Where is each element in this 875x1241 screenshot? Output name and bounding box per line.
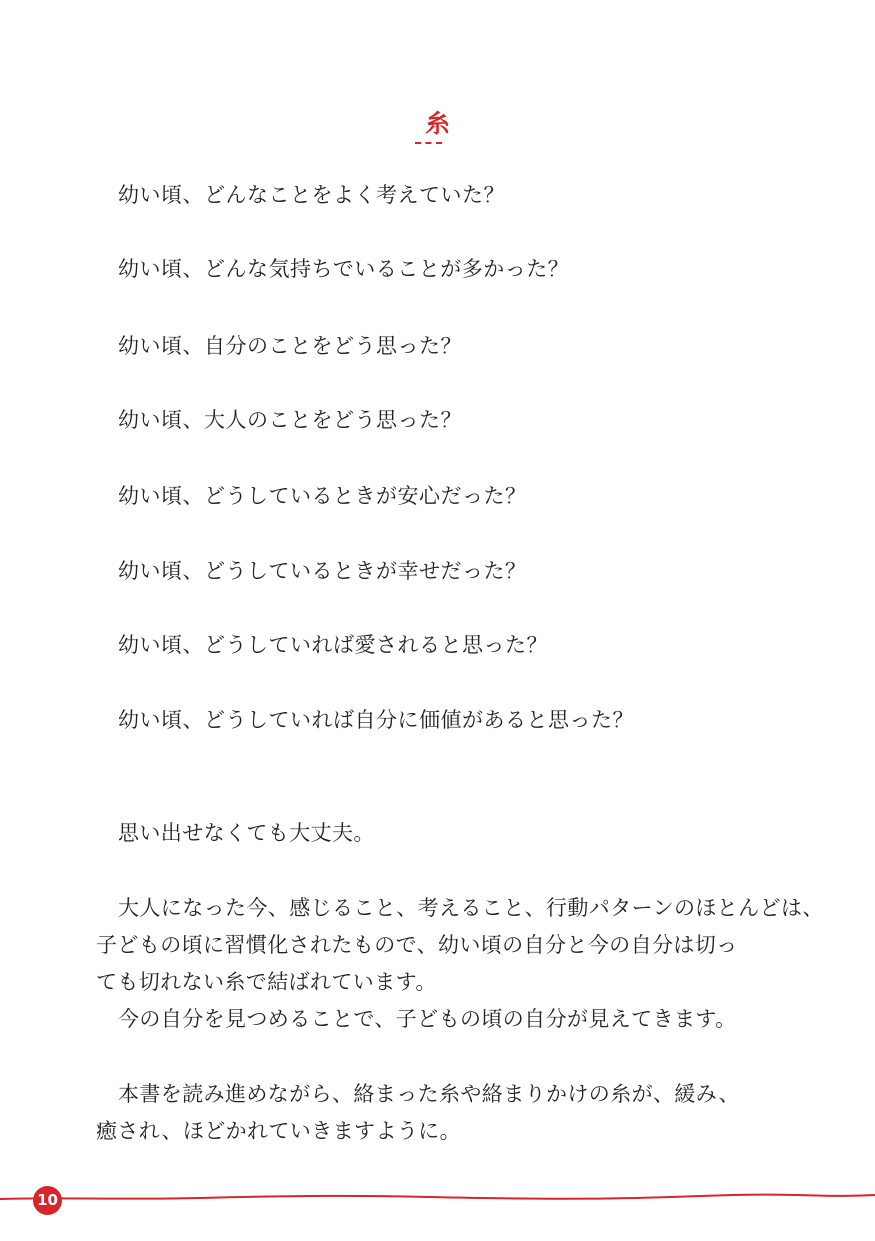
question-item: 幼い頃、どうしていれば愛されると思った？: [118, 633, 548, 657]
heading-title: 糸: [424, 109, 450, 138]
question-item: 幼い頃、大人のことをどう思った？: [118, 408, 462, 432]
heading-dashed-underline: [415, 142, 442, 144]
page-heading: [0, 108, 875, 140]
paragraph-line: 大人になった今、感じること、考えること、行動パターンのほとんどは、: [118, 896, 824, 920]
question-item: 幼い頃、どうしていれば自分に価値があると思った？: [118, 708, 634, 732]
page-number-badge: 10: [33, 1186, 62, 1215]
question-item: 幼い頃、どうしているときが安心だった？: [118, 484, 527, 508]
question-item: 幼い頃、どんなことをよく考えていた？: [118, 183, 505, 207]
paragraph-line: 今の自分を見つめることで、子どもの頃の自分が見えてきます。: [118, 1007, 737, 1031]
paragraph-line: ても切れない糸で結ばれています。: [96, 970, 437, 994]
paragraph-line: 本書を読み進めながら、絡まった糸や絡まりかけの糸が、緩み、: [118, 1082, 740, 1106]
reassurance-paragraph: [96, 815, 796, 852]
body-paragraph-1: [96, 890, 824, 1038]
paragraph-line: 思い出せなくても大丈夫。: [118, 821, 375, 845]
paragraph-line: 癒され、ほどかれていきますように。: [96, 1119, 462, 1143]
paragraph-line: 子どもの頃に習慣化されたもので、幼い頃の自分と今の自分は切っ: [96, 933, 738, 957]
body-paragraph-3: [96, 1076, 796, 1150]
question-item: 幼い頃、どうしているときが幸せだった？: [118, 559, 527, 583]
question-item: 幼い頃、自分のことをどう思った？: [118, 334, 462, 358]
question-item: 幼い頃、どんな気持ちでいることが多かった？: [118, 257, 570, 281]
footer-red-line: [0, 1186, 875, 1206]
